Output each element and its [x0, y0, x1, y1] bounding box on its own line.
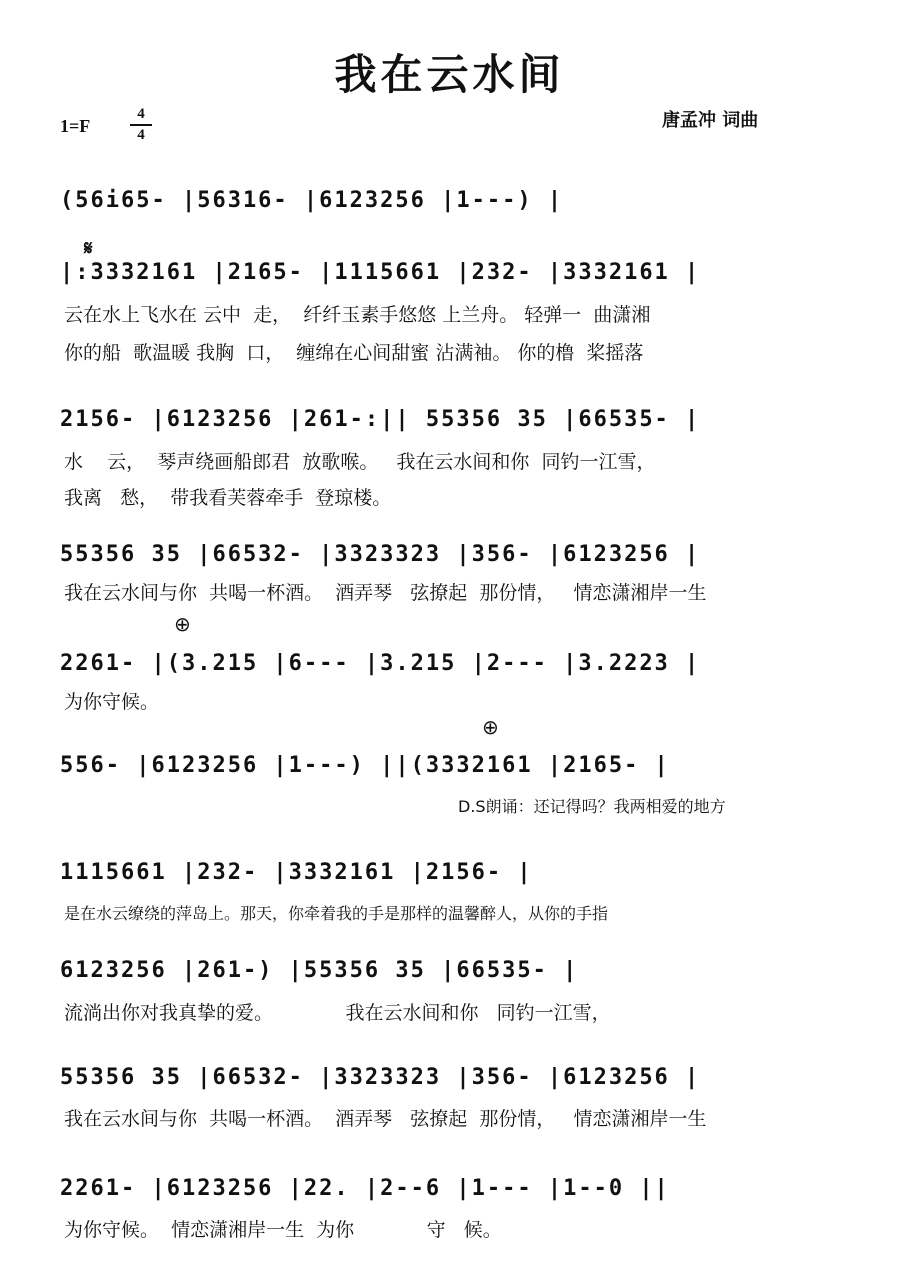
lyric-row-10: 为你守候。 情恋潇湘岸一生 为你 守 候。: [64, 1219, 502, 1241]
page-title: 我在云水间: [334, 50, 565, 99]
lyric-row-3-verse-1: 水 云， 琴声绕画船郎君 放歌喉。 我在云水间和你 同钓一江雪，: [64, 451, 656, 473]
notation-row-2: |:3332161 |2165- |1115661 |232- |3332161 |: [60, 260, 701, 285]
lyric-row-8: 流淌出你对我真挚的爱。 我在云水间和你 同钓一江雪，: [64, 1002, 611, 1024]
time-signature: [130, 106, 152, 144]
notation-row-3: 2156- |6123256 |261-:|| 55356 35 |66535- |: [60, 407, 701, 432]
lyric-row-9: 我在云水间与你 共喝一杯酒。 酒弄琴 弦撩起 那份情， 情恋潇湘岸一生: [64, 1108, 707, 1130]
lyric-row-3-verse-2: 我离 愁， 带我看芙蓉牵手 登琼楼。: [64, 487, 392, 509]
time-bottom: 4: [137, 127, 145, 143]
lyric-row-4: 我在云水间与你 共喝一杯酒。 酒弄琴 弦撩起 那份情， 情恋潇湘岸一生: [64, 582, 707, 604]
recitation-note: D.S朗诵：还记得吗？我两相爱的地方: [458, 797, 726, 816]
lyric-row-2-verse-1: 云在水上飞水在 云中 走， 纤纤玉素手悠悠 上兰舟。 轻弹一 曲潇湘: [64, 304, 651, 326]
coda-mark-2: ⊕: [482, 715, 499, 739]
key-signature: 1=F: [60, 116, 91, 136]
segno-mark: 𝄋: [84, 236, 93, 260]
notation-row-1: (56i65- |56316- |6123256 |1---) |: [60, 188, 564, 213]
time-top: 4: [137, 106, 145, 122]
notation-row-10: 2261- |6123256 |22. |2--6 |1--- |1--0 ||: [60, 1176, 670, 1201]
notation-row-5: 2261- |(3.215 |6--- |3.215 |2--- |3.2223 |: [60, 651, 701, 676]
lyric-row-7: 是在水云缭绕的萍岛上。那天，你牵着我的手是那样的温馨醉人，从你的手指: [64, 904, 609, 923]
notation-row-4: 55356 35 |66532- |3323323 |356- |6123256 |: [60, 542, 701, 567]
lyric-row-2-verse-2: 你的船 歌温暖 我胸 口， 缠绵在心间甜蜜 沾满袖。 你的橹 桨摇落: [64, 342, 644, 364]
notation-row-9: 55356 35 |66532- |3323323 |356- |6123256 |: [60, 1065, 701, 1090]
coda-mark: ⊕: [174, 612, 191, 636]
notation-row-7: 1115661 |232- |3332161 |2156- |: [60, 860, 533, 885]
notation-row-6: 556- |6123256 |1---) ||(3332161 |2165- |: [60, 753, 670, 778]
composer-credit: 唐孟冲 词曲: [662, 110, 759, 131]
lyric-row-5: 为你守候。: [64, 691, 160, 713]
notation-row-8: 6123256 |261-) |55356 35 |66535- |: [60, 958, 579, 983]
time-divider: [130, 124, 152, 126]
